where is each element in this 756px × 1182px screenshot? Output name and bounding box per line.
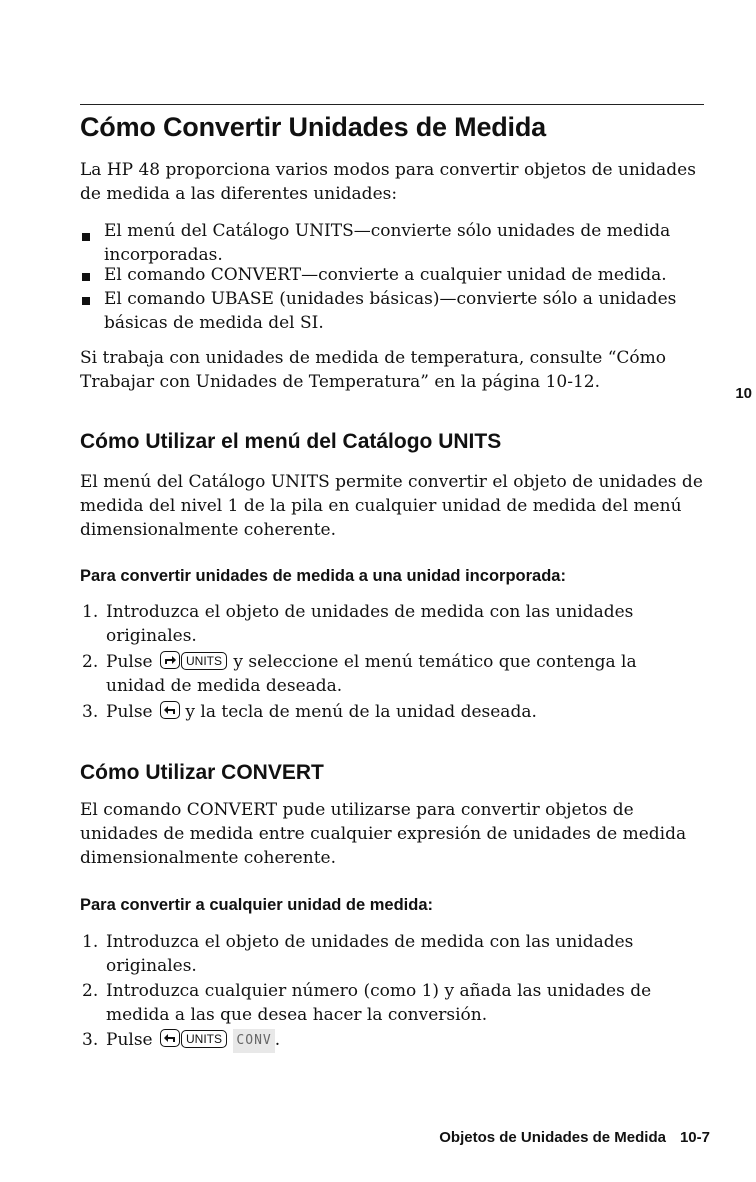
footer-title: Objetos de Unidades de Medida xyxy=(439,1129,666,1146)
section2-step-1: Introduzca el objeto de unidades de medida con las unidades originales. xyxy=(106,932,634,976)
page-title: Cómo Convertir Unidades de Medida xyxy=(80,112,546,142)
top-rule xyxy=(80,104,704,105)
section1-body: El menú del Catálogo UNITS permite convertir el objeto de unidades de medida del nivel 1 de la pila en cualquier unidad de medida del menú dimensionalmente coherente. xyxy=(80,472,703,540)
conv-softkey: CONV xyxy=(233,1029,274,1053)
step-number: 1. xyxy=(82,602,99,622)
left-shift-key-icon xyxy=(160,701,180,719)
step-3-text: y la tecla de menú de la unidad deseada. xyxy=(185,702,537,722)
step-pulse-label: Pulse xyxy=(106,1030,153,1050)
step-pulse-label: Pulse xyxy=(106,652,153,672)
units-key: UNITS xyxy=(181,1030,227,1048)
section2-subheading: Para convertir a cualquier unidad de medida: xyxy=(80,896,434,914)
section1-heading: Cómo Utilizar el menú del Catálogo UNITS xyxy=(80,430,502,453)
left-shift-key-icon xyxy=(160,1029,180,1047)
section1-step-2 xyxy=(106,650,686,698)
step-2-text: y seleccione el menú temático que contenga la unidad de medida deseada. xyxy=(106,652,637,696)
chapter-tab: 10 xyxy=(735,385,752,402)
bullet-item-1: El menú del Catálogo UNITS—convierte sólo unidades de medida incorporadas. xyxy=(104,221,671,265)
section2-heading: Cómo Utilizar CONVERT xyxy=(80,761,324,784)
units-key: UNITS xyxy=(181,652,227,670)
step-number: 2. xyxy=(82,981,99,1001)
section2-body: El comando CONVERT pude utilizarse para convertir objetos de unidades de medida entre cualquier expresión de unidades de medida dimensionalmente coherente. xyxy=(80,800,687,868)
page-number: 10-7 xyxy=(679,1129,710,1146)
bullet-item-3: El comando UBASE (unidades básicas)—convierte sólo a unidades básicas de medida del SI. xyxy=(104,289,677,333)
section1-subheading: Para convertir unidades de medida a una unidad incorporada: xyxy=(80,567,566,585)
step-number: 2. xyxy=(82,652,99,672)
bullet-marker xyxy=(82,297,90,305)
intro-paragraph: La HP 48 proporciona varios modos para convertir objetos de unidades de medida a las diferentes unidades: xyxy=(80,160,696,204)
step-period: . xyxy=(274,1030,281,1050)
section1-step-1: Introduzca el objeto de unidades de medida con las unidades originales. xyxy=(106,602,634,646)
section1-step-3 xyxy=(106,700,706,724)
right-shift-key-icon xyxy=(160,651,180,669)
step-number: 1. xyxy=(82,932,99,952)
section2-step-2: Introduzca cualquier número (como 1) y añada las unidades de medida a las que desea hacer la conversión. xyxy=(106,981,652,1025)
step-number: 3. xyxy=(82,1030,99,1050)
step-pulse-label: Pulse xyxy=(106,702,153,722)
bullet-marker xyxy=(82,233,90,241)
page-footer xyxy=(439,1129,710,1146)
temperature-note: Si trabaja con unidades de medida de temperatura, consulte “Cómo Trabajar con Unidades de Temperatura” en la página 10-12. xyxy=(80,348,667,392)
bullet-marker xyxy=(82,273,90,281)
bullet-item-2: El comando CONVERT—convierte a cualquier unidad de medida. xyxy=(104,265,667,285)
step-number: 3. xyxy=(82,702,99,722)
section2-step-3 xyxy=(106,1028,706,1053)
